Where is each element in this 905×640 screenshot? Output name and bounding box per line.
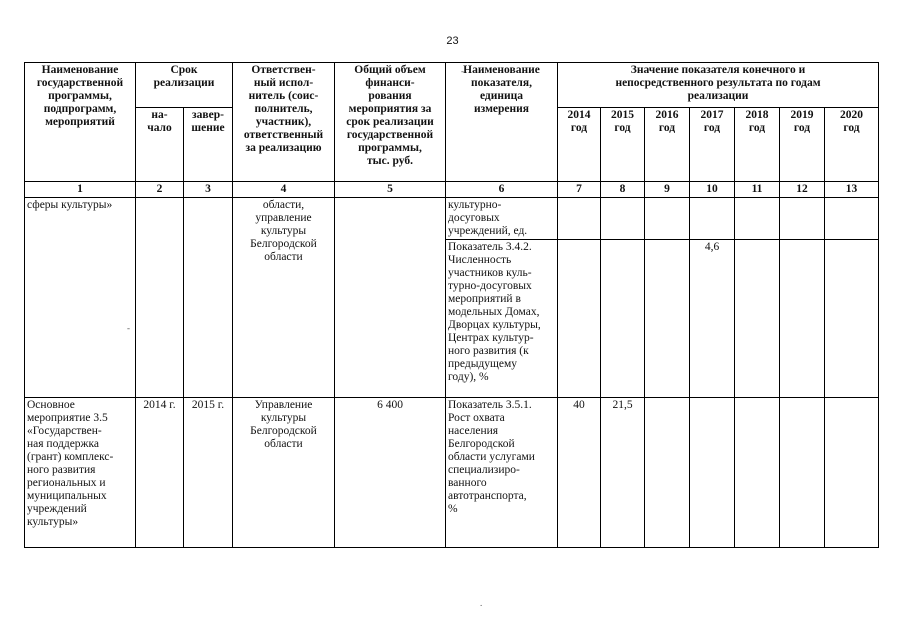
stray-dash-mark: - <box>127 323 130 333</box>
value-2014-cell <box>558 198 601 240</box>
header-year-2017: 2017 год <box>690 108 735 182</box>
value-2018-cell <box>735 240 780 398</box>
responsible-cell: Управление культуры Белгородской области <box>233 398 335 548</box>
end-cell <box>184 198 233 398</box>
responsible-cell: области, управление культуры Белгородской области <box>233 198 335 398</box>
value-2015-cell <box>601 240 645 398</box>
column-number: 7 <box>558 182 601 198</box>
value-2018-cell <box>735 198 780 240</box>
header-volume: Общий объем финанси- рования мероприятия за срок реализации государственной программы, тыс. руб. <box>335 63 446 182</box>
stray-dot-mark: . <box>480 598 483 608</box>
program-name-cell: Основное мероприятие 3.5 «Государствен- ная поддержка (грант) комплекс- ного развития региональных и муниципальных учреждений культуры» <box>25 398 136 548</box>
value-2019-cell <box>780 198 825 240</box>
column-number: 8 <box>601 182 645 198</box>
column-number: 11 <box>735 182 780 198</box>
start-cell <box>136 198 184 398</box>
value-2020-cell <box>825 198 879 240</box>
column-number: 5 <box>335 182 446 198</box>
column-number: 12 <box>780 182 825 198</box>
value-2018-cell <box>735 398 780 548</box>
value-2014-cell: 40 <box>558 398 601 548</box>
indicator-cell: Показатель 3.4.2. Численность участников куль- турно-досуговых мероприятий в модельных Домах, Дворцах культуры, Центрах культур- ного развития (к предыдущему году), % <box>446 240 558 398</box>
value-2016-cell <box>645 240 690 398</box>
start-cell: 2014 г. <box>136 398 184 548</box>
column-number: 13 <box>825 182 879 198</box>
value-2019-cell <box>780 240 825 398</box>
column-number: 9 <box>645 182 690 198</box>
volume-cell <box>335 198 446 398</box>
header-responsible: Ответствен- ный испол- нитель (соис- полнитель, участник), ответственный за реализацию <box>233 63 335 182</box>
table-row <box>25 198 879 240</box>
volume-cell: 6 400 <box>335 398 446 548</box>
indicator-cell: культурно- досуговых учреждений, ед. <box>446 198 558 240</box>
value-2020-cell <box>825 240 879 398</box>
header-year-2016: 2016 год <box>645 108 690 182</box>
header-year-2019: 2019 год <box>780 108 825 182</box>
header-term: Срок реализации <box>136 63 233 108</box>
header-indicator: Наименование показателя, единица измерения <box>446 63 558 182</box>
column-number: 6 <box>446 182 558 198</box>
header-year-2014: 2014 год <box>558 108 601 182</box>
column-number: 1 <box>25 182 136 198</box>
program-name-cell: сферы культуры» <box>25 198 136 398</box>
table-row <box>25 398 879 548</box>
column-number: 4 <box>233 182 335 198</box>
value-2016-cell <box>645 198 690 240</box>
page-number: 23 <box>446 35 459 47</box>
header-end: завер- шение <box>184 108 233 182</box>
column-number: 10 <box>690 182 735 198</box>
program-indicators-table <box>24 62 879 548</box>
header-values-by-year: Значение показателя конечного и непосредственного результата по годам реализации <box>558 63 879 108</box>
indicator-cell: Показатель 3.5.1. Рост охвата населения Белгородской области услугами специализиро- ванного автотранспорта, % <box>446 398 558 548</box>
value-2020-cell <box>825 398 879 548</box>
end-cell: 2015 г. <box>184 398 233 548</box>
header-year-2018: 2018 год <box>735 108 780 182</box>
header-program-name: Наименование государственной программы, подпрограмм, мероприятий <box>25 63 136 182</box>
value-2017-cell <box>690 398 735 548</box>
value-2017-cell <box>690 198 735 240</box>
value-2019-cell <box>780 398 825 548</box>
value-2017-cell: 4,6 <box>690 240 735 398</box>
column-number: 2 <box>136 182 184 198</box>
value-2015-cell: 21,5 <box>601 398 645 548</box>
stray-dash-mark: - <box>461 66 464 76</box>
column-number: 3 <box>184 182 233 198</box>
value-2015-cell <box>601 198 645 240</box>
header-year-2020: 2020 год <box>825 108 879 182</box>
header-start: на- чало <box>136 108 184 182</box>
header-year-2015: 2015 год <box>601 108 645 182</box>
value-2016-cell <box>645 398 690 548</box>
value-2014-cell <box>558 240 601 398</box>
